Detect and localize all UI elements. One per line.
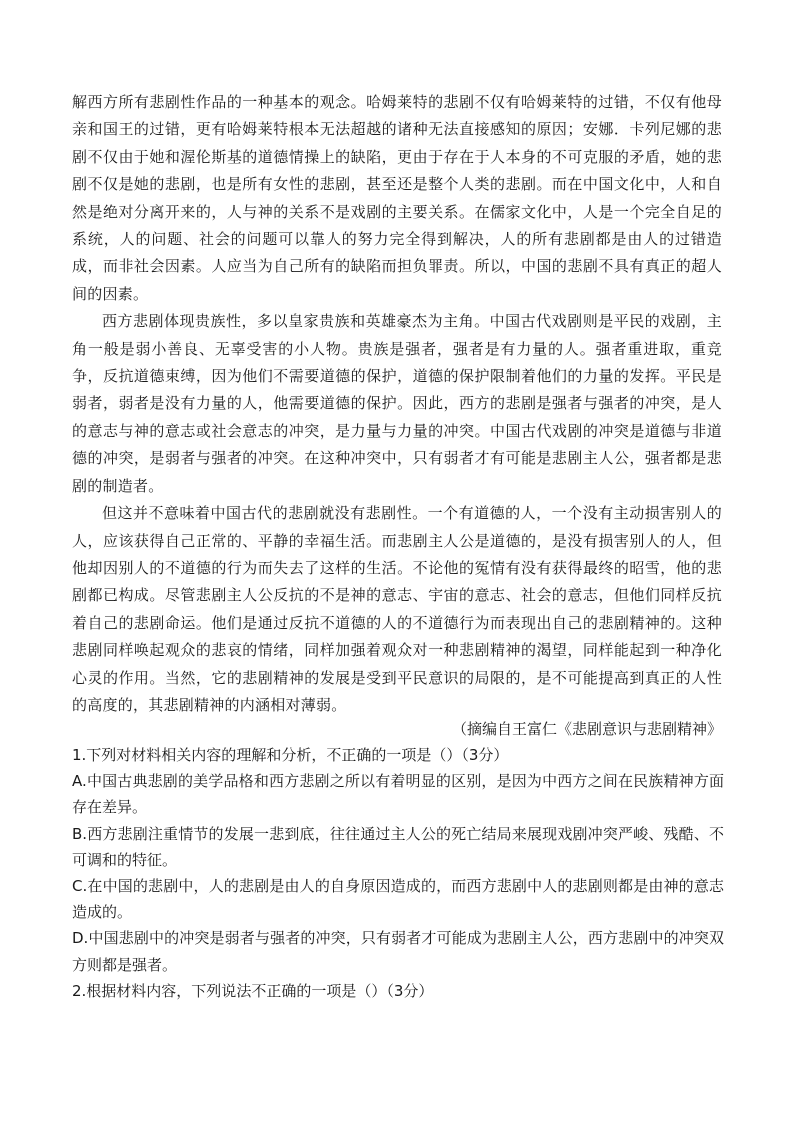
- question-1-option-d: D.中国悲剧中的冲突是弱者与强者的冲突，只有弱者才可能成为悲剧主人公，西方悲剧中的冲突双方则都是强者。: [72, 929, 724, 974]
- question-1-stem: 1.下列对材料相关内容的理解和分析，不正确的一项是（）（3分）: [72, 746, 509, 764]
- reading-passage: [72, 89, 722, 719]
- passage-paragraph-1: 解西方所有悲剧性作品的一种基本的观念。哈姆莱特的悲剧不仅有哈姆莱特的过错，不仅有他母亲和国王的过错，更有哈姆莱特根本无法超越的诸种无法直接感知的原因；安娜．卡列尼娜的悲剧不仅由于她和渥伦斯基的道德情操上的缺陷，更由于存在于人本身的不可克服的矛盾，她的悲剧不仅是她的悲剧，也是所有女性的悲剧，甚至还是整个人类的悲剧。而在中国文化中，人和自然是绝对分离开来的，人与神的关系不是戏剧的主要关系。在儒家文化中，人是一个完全自足的系统，人的问题、社会的问题可以靠人的努力完全得到解决，人的所有悲剧都是由人的过错造成，而非社会因素。人应当为自己所有的缺陷而担负罪责。所以，中国的悲剧不具有真正的超人间的因素。: [72, 93, 722, 303]
- question-list: [72, 742, 724, 1004]
- question-1-option-b: B.西方悲剧注重情节的发展一悲到底，往往通过主人公的死亡结局来展现戏剧冲突严峻、残酷、不可调和的特征。: [72, 824, 724, 869]
- passage-paragraph-2: 西方悲剧体现贵族性，多以皇家贵族和英雄豪杰为主角。中国古代戏剧则是平民的戏剧，主角一般是弱小善良、无辜受害的小人物。贵族是强者，强者是有力量的人。强者重进取，重竞争，反抗道德束缚，因为他们不需要道德的保护，道德的保护限制着他们的力量的发挥。平民是弱者，弱者是没有力量的人，他需要道德的保护。因此，西方的悲剧是强者与强者的冲突，是人的意志与神的意志或社会意志的冲突，是力量与力量的冲突。中国古代戏剧的冲突是道德与非道德的冲突，是弱者与强者的冲突。在这种冲突中，只有弱者才有可能是悲剧主人公，强者都是悲剧的制造者。: [72, 312, 722, 495]
- question-1-option-a: A.中国古典悲剧的美学品格和西方悲剧之所以有着明显的区别，是因为中西方之间在民族精神方面存在差异。: [72, 772, 724, 817]
- question-2-stem: 2.根据材料内容，下列说法不正确的一项是（）（3分）: [72, 981, 434, 1000]
- passage-source: （摘编自王富仁《悲剧意识与悲剧精神》: [451, 720, 722, 738]
- question-1-option-c: C.在中国的悲剧中，人的悲剧是由人的自身原因造成的，而西方悲剧中人的悲剧则都是由神的意志造成的。: [72, 877, 724, 922]
- passage-paragraph-3: 但这并不意味着中国古代的悲剧就没有悲剧性。一个有道德的人，一个没有主动损害别人的人，应该获得自己正常的、平静的幸福生活。而悲剧主人公是道德的，是没有损害别人的人，但他却因别人的不道德的行为而失去了这样的生活。不论他的冤情有没有获得最终的昭雪，他的悲剧都已构成。尽管悲剧主人公反抗的不是神的意志、宇宙的意志、社会的意志，但他们同样反抗着自己的悲剧命运。他们是通过反抗不道德的人的不道德行为而表现出自己的悲剧精神的。这种悲剧同样唤起观众的悲哀的情绪，同样加强着观众对一种悲剧精神的渴望，同样能起到一种净化心灵的作用。当然，它的悲剧精神的发展是受到平民意识的局限的，是不可能提高到真正的人性的高度的，其悲剧精神的内涵相对薄弱。: [72, 504, 722, 714]
